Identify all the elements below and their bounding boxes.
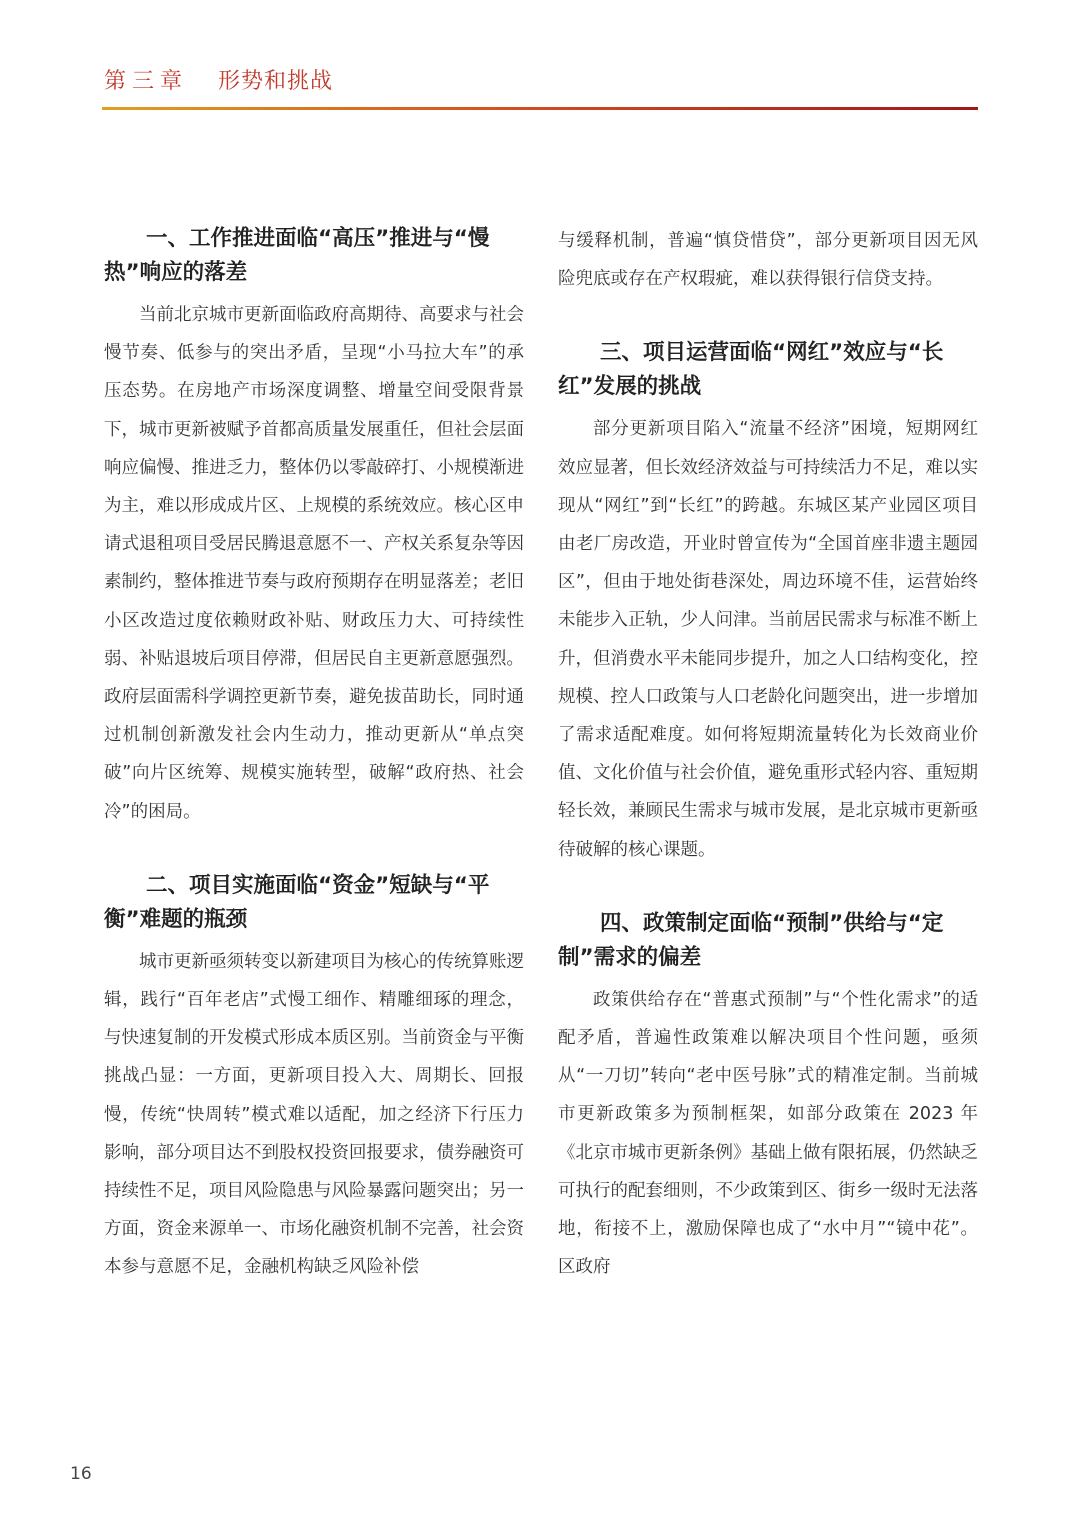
- section-4-heading: 四、政策制定面临“预制”供给与“定制”需求的偏差: [558, 910, 944, 970]
- section-2-heading: 二、项目实施面临“资金”短缺与“平衡”难题的瓶颈: [104, 872, 490, 932]
- section-2-continuation: 与缓释机制，普遍“慎贷惜贷”，部分更新项目因无风险兜底或存在产权瑕疵，难以获得银行信贷支持。: [558, 231, 978, 290]
- left-column: [104, 222, 524, 1287]
- section-1-heading: 一、工作推进面临“高压”推进与“慢热”响应的落差: [104, 226, 490, 285]
- page-number: 16: [70, 1464, 92, 1484]
- section-3-heading: 三、项目运营面临“网红”效应与“长红”发展的挑战: [558, 340, 944, 400]
- section-4-body: 政策供给存在“普惠式预制”与“个性化需求”的适配矛盾，普遍性政策难以解决项目个性问题，亟须从“一刀切”转向“老中医号脉”式的精准定制。当前城市更新政策多为预制框架，如部分政策在 2023 年《北京市城市更新条例》基础上做有限拓展，仍然缺乏可执行的配套细则，不少政策到区、街乡一级时无法落地，衔接不上，激励保障也成了“水中月”“镜中花”。区政府: [558, 989, 978, 1278]
- chapter-title: 形势和挑战: [218, 69, 334, 94]
- section-1-body: 当前北京城市更新面临政府高期待、高要求与社会慢节奏、低参与的突出矛盾，呈现“小马拉大车”的承压态势。在房地产市场深度调整、增量空间受限背景下，城市更新被赋予首都高质量发展重任，但社会层面响应偏慢、推进乏力，整体仍以零敲碎打、小规模渐进为主，难以形成成片区、上规模的系统效应。核心区申请式退租项目受居民腾退意愿不一、产权关系复杂等因素制约，整体推进节奏与政府预期存在明显落差；老旧小区改造过度依赖财政补贴、财政压力大、可持续性弱、补贴退坡后项目停滞，但居民自主更新意愿强烈。政府层面需科学调控更新节奏，避免拔苗助长，同时通过机制创新激发社会内生动力，推动更新从“单点突破”向片区统筹、规模实施转型，破解“政府热、社会冷”的困局。: [104, 305, 524, 822]
- header-divider: [102, 107, 978, 110]
- section-3-body: 部分更新项目陷入“流量不经济”困境，短期网红效应显著，但长效经济效益与可持续活力不足，难以实现从“网红”到“长红”的跨越。东城区某产业园区项目由老厂房改造，开业时曾宣传为“全国首座非遗主题园区”，但由于地处街巷深处，周边环境不佳，运营始终未能步入正轨，少人问津。当前居民需求与标准不断上升，但消费水平未能同步提升，加之人口结构变化，控规模、控人口政策与人口老龄化问题突出，进一步增加了需求适配难度。如何将短期流量转化为长效商业价值、文化价值与社会价值，避免重形式轻内容、重短期轻长效，兼顾民生需求与城市发展，是北京城市更新亟待破解的核心课题。: [558, 419, 978, 860]
- right-column: [558, 222, 978, 1286]
- section-2-body: 城市更新亟须转变以新建项目为核心的传统算账逻辑，践行“百年老店”式慢工细作、精雕细琢的理念，与快速复制的开发模式形成本质区别。当前资金与平衡挑战凸显：一方面，更新项目投入大、周期长、回报慢，传统“快周转”模式难以适配，加之经济下行压力影响，部分项目达不到股权投资回报要求，债券融资可持续性不足，项目风险隐患与风险暴露问题突出；另一方面，资金来源单一、市场化融资机制不完善，社会资本参与意愿不足，金融机构缺乏风险补偿: [104, 951, 524, 1278]
- chapter-header: [104, 64, 333, 95]
- chapter-number: 第三章: [104, 69, 189, 94]
